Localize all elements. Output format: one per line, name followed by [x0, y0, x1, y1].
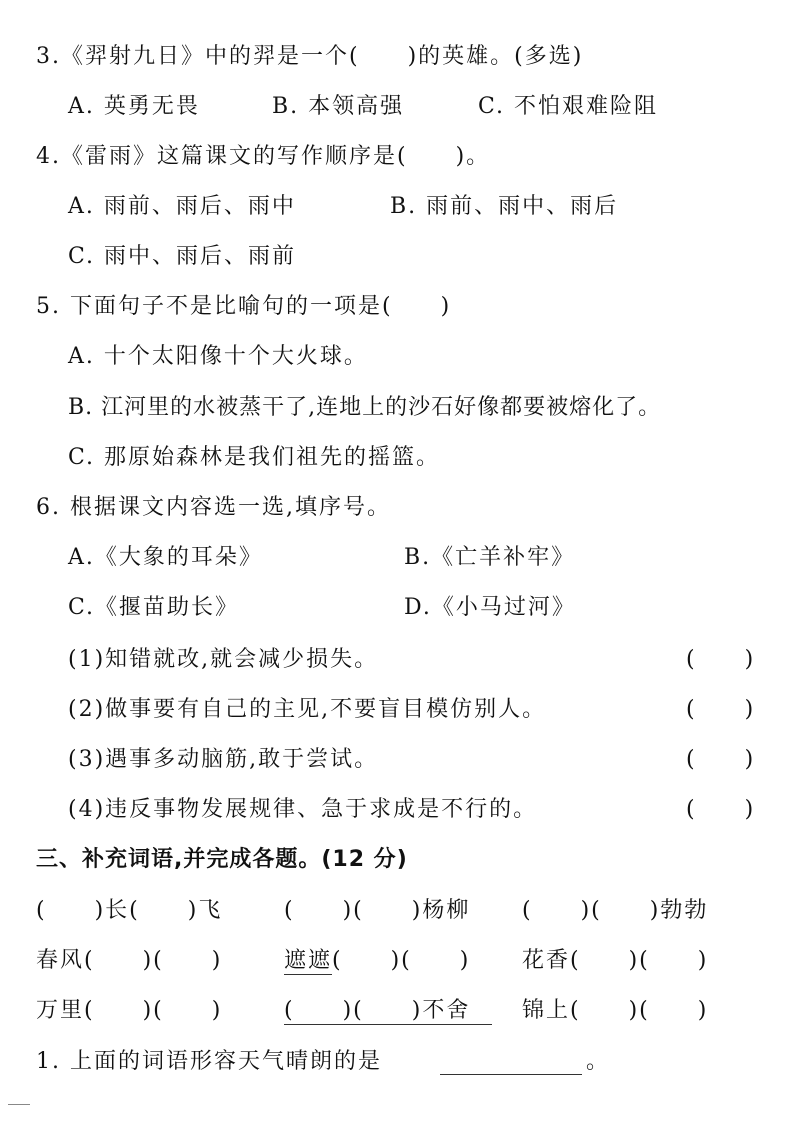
- question-6-text: 6. 根据课文内容选一选,填序号。: [36, 495, 391, 520]
- option-c: C. 那原始森林是我们祖先的摇篮。: [68, 445, 441, 470]
- item-text: (1)知错就改,就会减少损失。: [68, 647, 379, 672]
- item-text: (4)违反事物发展规律、急于求成是不行的。: [68, 797, 538, 822]
- answer-blank[interactable]: ( ): [686, 647, 756, 672]
- answer-blank[interactable]: ( ): [686, 797, 756, 822]
- option-a: A. 十个太阳像十个大火球。: [68, 344, 368, 369]
- word-item[interactable]: 遮遮( )( ): [284, 948, 471, 973]
- option-a: A. 雨前、雨后、雨中: [68, 194, 296, 219]
- word-item[interactable]: ( )( )不舍: [284, 998, 471, 1023]
- option-b: B. 本领高强: [272, 94, 405, 119]
- word-item[interactable]: 春风( )( ): [36, 948, 223, 973]
- option-c: C.《揠苗助长》: [68, 595, 240, 620]
- item-text: (3)遇事多动脑筋,敢于尝试。: [68, 747, 379, 772]
- answer-blank[interactable]: ( ): [686, 747, 756, 772]
- answer-line[interactable]: [440, 1074, 582, 1075]
- word-item[interactable]: ( )( )杨柳: [284, 898, 471, 923]
- option-a: A. 英勇无畏: [68, 94, 200, 119]
- underline-mark: [284, 974, 332, 975]
- option-b: B.《亡羊补牢》: [404, 545, 576, 570]
- option-b: B. 雨前、雨中、雨后: [390, 194, 619, 219]
- option-c: C. 雨中、雨后、雨前: [68, 244, 297, 269]
- question-3-text: 3.《羿射九日》中的羿是一个( )的英雄。(多选): [36, 44, 584, 69]
- question-5-text: 5. 下面句子不是比喻句的一项是( ): [36, 294, 452, 319]
- word-item[interactable]: ( )长( )飞: [36, 898, 223, 923]
- page-footer-rule: [8, 1104, 30, 1105]
- answer-blank[interactable]: ( ): [686, 697, 756, 722]
- item-text: (2)做事要有自己的主见,不要盲目模仿别人。: [68, 697, 547, 722]
- sub-question-1-text: 1. 上面的词语形容天气晴朗的是: [36, 1049, 382, 1074]
- option-a: A.《大象的耳朵》: [68, 545, 263, 570]
- sub-question-1-period: 。: [586, 1049, 611, 1074]
- word-item[interactable]: 花香( )( ): [522, 948, 709, 973]
- option-c: C. 不怕艰难险阻: [478, 94, 659, 119]
- word-item[interactable]: 锦上( )( ): [522, 998, 709, 1023]
- section-3-title: 三、补充词语,并完成各题。(12 分): [36, 847, 408, 872]
- question-4-text: 4.《雷雨》这篇课文的写作顺序是( )。: [36, 144, 491, 169]
- option-d: D.《小马过河》: [404, 595, 576, 620]
- word-item[interactable]: ( )( )勃勃: [522, 898, 709, 923]
- option-b: B. 江河里的水被蒸干了,连地上的沙石好像都要被熔化了。: [68, 395, 662, 420]
- word-item[interactable]: 万里( )( ): [36, 998, 223, 1023]
- underline-mark: [284, 1024, 492, 1025]
